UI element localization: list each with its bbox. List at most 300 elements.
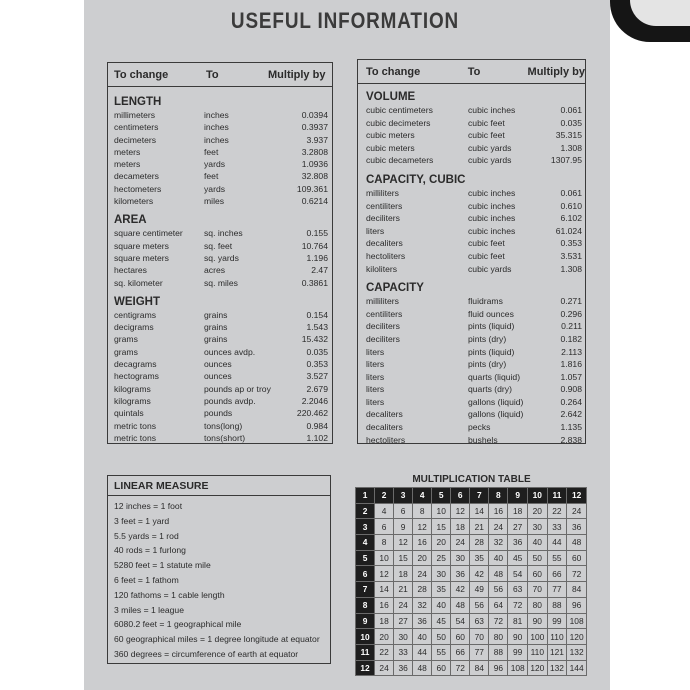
table-row — [356, 488, 587, 504]
table-cell: 8 — [413, 503, 432, 519]
to-unit: cubic inches — [468, 200, 516, 211]
table-row — [366, 396, 585, 409]
table-cell: 36 — [451, 566, 470, 582]
table-cell: 54 — [451, 613, 470, 629]
table-cell: 18 — [508, 503, 528, 519]
table-cell: 54 — [508, 566, 528, 582]
from-unit: cubic decimeters — [366, 117, 431, 128]
from-unit: grams — [114, 334, 138, 345]
table-cell: 10 — [356, 629, 375, 645]
table-cell: 12 — [413, 519, 432, 535]
multiplier: 3.531 — [560, 250, 582, 261]
table-cell: 32 — [413, 597, 432, 613]
to-unit: grains — [204, 322, 228, 333]
table-cell: 10 — [375, 550, 394, 566]
from-unit: quintals — [114, 408, 144, 419]
table-row — [114, 407, 332, 419]
to-unit: cubic inches — [468, 105, 516, 115]
multiplier: 109.361 — [296, 183, 328, 194]
from-unit: centimeters — [114, 122, 159, 133]
table-cell: 84 — [470, 660, 489, 676]
from-unit: grams — [114, 346, 138, 357]
table-cell: 36 — [394, 660, 413, 676]
multiplier: 0.3937 — [301, 122, 328, 133]
from-unit: decaliters — [366, 238, 403, 249]
table-cell: 12 — [567, 488, 587, 504]
table-cell: 55 — [432, 644, 451, 660]
from-unit: hectograms — [114, 371, 159, 382]
multiplier: 1.057 — [560, 371, 582, 382]
table-row — [114, 333, 332, 345]
multiplier: 1.0936 — [301, 159, 328, 170]
from-unit: liters — [366, 346, 385, 357]
table-cell: 30 — [394, 629, 413, 645]
multiplier: 32.808 — [301, 171, 328, 182]
table-cell: 50 — [528, 550, 548, 566]
table-cell: 18 — [375, 613, 394, 629]
table-cell: 20 — [413, 550, 432, 566]
from-unit: meters — [114, 159, 141, 170]
table-cell: 20 — [375, 629, 394, 645]
multiplier: 1307.95 — [550, 155, 582, 166]
multiplier: 0.061 — [560, 187, 582, 198]
table-cell: 120 — [528, 660, 548, 676]
table-cell: 12 — [375, 566, 394, 582]
multiplier: 220.462 — [296, 408, 328, 419]
from-unit: centigrams — [114, 309, 157, 320]
table-row — [114, 252, 332, 264]
table-cell: 45 — [432, 613, 451, 629]
to-unit: ounces — [204, 371, 232, 382]
table-cell: 10 — [432, 503, 451, 519]
to-unit: feet — [204, 146, 219, 157]
table-cell: 16 — [375, 597, 394, 613]
table-cell: 90 — [528, 613, 548, 629]
multiplier: 1.308 — [560, 142, 582, 153]
table-cell: 9 — [356, 613, 375, 629]
multiplier: 15.432 — [301, 334, 328, 345]
page-title: USEFUL INFORMATION — [230, 8, 460, 33]
table-cell: 60 — [432, 660, 451, 676]
table-cell: 100 — [528, 629, 548, 645]
section-heading: AREA — [114, 214, 147, 227]
table-cell: 6 — [451, 488, 470, 504]
linear-measure-list — [108, 496, 330, 662]
header-multiply-by: Multiply by — [268, 68, 326, 81]
table-cell: 12 — [451, 503, 470, 519]
list-item: 3 feet = 1 yard — [114, 515, 170, 526]
to-unit: cubic yards — [468, 155, 512, 166]
table-row — [366, 250, 585, 263]
from-unit: centiliters — [366, 200, 403, 211]
table-cell: 9 — [394, 519, 413, 535]
from-unit: centiliters — [366, 308, 403, 319]
list-item: 12 inches = 1 foot — [114, 501, 183, 511]
table-cell: 10 — [528, 488, 548, 504]
table-cell: 2 — [375, 488, 394, 504]
from-unit: decaliters — [366, 409, 403, 420]
multiplier: 0.182 — [560, 333, 582, 344]
table-cell: 66 — [547, 566, 567, 582]
table-row — [366, 320, 585, 333]
table-row — [114, 227, 332, 239]
table-header — [108, 63, 332, 87]
table-row — [366, 225, 585, 238]
table-cell: 55 — [547, 550, 567, 566]
multiplier: 0.211 — [561, 321, 582, 332]
table-cell: 40 — [432, 597, 451, 613]
table-cell: 48 — [489, 566, 508, 582]
table-cell: 14 — [470, 503, 489, 519]
to-unit: pints (dry) — [468, 333, 507, 344]
table-row — [114, 264, 332, 276]
multiplier: 1.135 — [560, 422, 582, 433]
table-row — [114, 346, 332, 358]
multiplier: 2.113 — [561, 346, 582, 357]
table-cell: 70 — [470, 629, 489, 645]
multiplier: 2.838 — [560, 434, 582, 445]
multiplier: 1.196 — [306, 252, 328, 263]
table-cell: 72 — [489, 613, 508, 629]
table-cell: 21 — [470, 519, 489, 535]
multiplier: 0.061 — [560, 105, 582, 115]
table-cell: 40 — [413, 629, 432, 645]
table-row — [114, 432, 332, 444]
multiplier: 2.642 — [560, 409, 582, 420]
to-unit: pecks — [468, 422, 491, 433]
to-unit: sq. inches — [204, 228, 243, 239]
from-unit: square centimeter — [114, 228, 183, 239]
header-to-change: To change — [114, 68, 169, 81]
multiplier: 0.035 — [560, 117, 582, 128]
multiplier: 61.024 — [555, 225, 582, 236]
multiplier: 0.3861 — [301, 277, 328, 288]
table-row — [114, 383, 332, 395]
multiplier: 3.527 — [306, 371, 328, 382]
table-row — [356, 629, 587, 645]
from-unit: square meters — [114, 240, 169, 251]
to-unit: quarts (dry) — [468, 384, 512, 395]
table-row — [366, 383, 585, 396]
table-row — [114, 109, 332, 121]
from-unit: deciliters — [366, 333, 400, 344]
multiplier: 3.937 — [306, 134, 328, 145]
table-cell: 4 — [375, 503, 394, 519]
list-item: 5280 feet = 1 statute mile — [114, 560, 211, 571]
linear-measure-box — [107, 475, 331, 664]
table-cell: 21 — [394, 582, 413, 598]
table-row — [366, 408, 585, 421]
table-cell: 8 — [356, 597, 375, 613]
table-row — [356, 660, 587, 676]
table-cell: 27 — [508, 519, 528, 535]
to-unit: yards — [204, 159, 226, 170]
table-cell: 56 — [470, 597, 489, 613]
table-cell: 33 — [547, 519, 567, 535]
to-unit: tons(short) — [204, 432, 246, 443]
multiplier: 0.296 — [560, 308, 582, 319]
table-cell: 12 — [394, 535, 413, 551]
to-unit: cubic inches — [468, 187, 516, 198]
from-unit: milliliters — [366, 187, 399, 198]
table-row — [114, 240, 332, 252]
linear-measure-title: LINEAR MEASURE — [108, 476, 330, 496]
table-cell: 30 — [432, 566, 451, 582]
table-cell: 8 — [375, 535, 394, 551]
multiplier: 0.264 — [560, 396, 582, 407]
table-cell: 7 — [470, 488, 489, 504]
multiplier: 0.610 — [560, 200, 582, 211]
table-cell: 24 — [413, 566, 432, 582]
from-unit: cubic meters — [366, 130, 415, 141]
table-cell: 88 — [489, 644, 508, 660]
table-row — [114, 121, 332, 133]
table-row — [356, 644, 587, 660]
conversion-table-left — [107, 62, 333, 444]
table-cell: 121 — [547, 644, 567, 660]
from-unit: cubic centimeters — [366, 105, 433, 115]
to-unit: fluidrams — [468, 296, 503, 307]
table-row — [356, 503, 587, 519]
table-row — [356, 613, 587, 629]
table-cell: 30 — [528, 519, 548, 535]
table-cell: 24 — [375, 660, 394, 676]
table-cell: 90 — [508, 629, 528, 645]
table-body — [358, 90, 585, 446]
table-cell: 48 — [413, 660, 432, 676]
table-cell: 11 — [356, 644, 375, 660]
table-row — [366, 308, 585, 321]
table-cell: 99 — [547, 613, 567, 629]
table-row — [114, 183, 332, 195]
from-unit: decimeters — [114, 134, 157, 145]
table-cell: 9 — [508, 488, 528, 504]
from-unit: kilograms — [114, 395, 151, 406]
table-cell: 80 — [489, 629, 508, 645]
header-to: To — [467, 65, 481, 78]
section-heading: WEIGHT — [114, 295, 160, 308]
multiplier: 0.353 — [306, 359, 328, 370]
to-unit: cubic feet — [468, 238, 505, 249]
multiplier: 0.154 — [306, 309, 328, 320]
section-heading: LENGTH — [114, 96, 162, 108]
table-cell: 60 — [451, 629, 470, 645]
from-unit: decigrams — [114, 322, 154, 333]
table-cell: 66 — [451, 644, 470, 660]
to-unit: cubic feet — [468, 117, 505, 128]
from-unit: liters — [366, 359, 385, 370]
table-cell: 40 — [528, 535, 548, 551]
to-unit: cubic inches — [468, 213, 516, 224]
table-row — [356, 566, 587, 582]
multiplier: 0.984 — [306, 420, 328, 431]
to-unit: cubic yards — [468, 142, 512, 153]
multiplier: 1.308 — [560, 263, 582, 274]
table-cell: 35 — [470, 550, 489, 566]
table-row — [366, 421, 585, 434]
table-row — [114, 420, 332, 432]
table-row — [356, 597, 587, 613]
table-row — [366, 200, 585, 213]
to-unit: yards — [204, 183, 226, 194]
from-unit: decaliters — [366, 422, 403, 433]
from-unit: kilograms — [114, 383, 151, 394]
table-cell: 33 — [394, 644, 413, 660]
multiplier: 3.2808 — [301, 146, 328, 157]
to-unit: feet — [204, 171, 219, 182]
table-cell: 5 — [432, 488, 451, 504]
to-unit: pints (liquid) — [468, 321, 515, 332]
from-unit: milliliters — [366, 296, 399, 307]
table-cell: 36 — [567, 519, 587, 535]
table-row — [366, 129, 585, 142]
multiplier: 1.816 — [560, 359, 582, 370]
table-cell: 15 — [394, 550, 413, 566]
table-cell: 88 — [547, 597, 567, 613]
from-unit: decagrams — [114, 359, 157, 370]
list-item: 60 geographical miles = 1 degree longitude at equator — [114, 634, 320, 645]
multiplier: 0.035 — [306, 346, 328, 357]
from-unit: square meters — [114, 252, 169, 263]
list-item: 6080.2 feet = 1 geographical mile — [114, 619, 242, 630]
table-cell: 4 — [356, 535, 375, 551]
to-unit: quarts (liquid) — [468, 371, 521, 382]
table-cell: 24 — [567, 503, 587, 519]
table-cell: 80 — [528, 597, 548, 613]
section-heading: VOLUME — [366, 91, 416, 103]
table-cell: 60 — [567, 550, 587, 566]
multiplier: 2.47 — [311, 265, 328, 276]
from-unit: metric tons — [114, 420, 157, 431]
from-unit: kiloliters — [366, 263, 398, 274]
table-row — [366, 333, 585, 346]
from-unit: liters — [366, 396, 385, 407]
table-row — [366, 346, 585, 359]
table-cell: 24 — [394, 597, 413, 613]
to-unit: sq. yards — [204, 252, 239, 263]
table-cell: 30 — [451, 550, 470, 566]
table-cell: 22 — [375, 644, 394, 660]
to-unit: ounces — [204, 359, 232, 370]
table-cell: 1 — [356, 488, 375, 504]
to-unit: gallons (liquid) — [468, 409, 524, 420]
table-cell: 50 — [432, 629, 451, 645]
table-cell: 48 — [451, 597, 470, 613]
from-unit: sq. kilometer — [114, 277, 163, 288]
list-item: 3 miles = 1 league — [114, 604, 184, 615]
table-cell: 132 — [567, 644, 587, 660]
multiplier: 0.6214 — [301, 196, 328, 207]
table-row — [366, 187, 585, 200]
table-cell: 11 — [547, 488, 567, 504]
table-cell: 6 — [394, 503, 413, 519]
table-cell: 2 — [356, 503, 375, 519]
multiplier: 10.764 — [301, 240, 328, 251]
table-row — [114, 309, 332, 321]
table-row — [366, 263, 585, 276]
table-cell: 72 — [451, 660, 470, 676]
to-unit: grains — [204, 309, 228, 320]
conversion-table-right — [357, 59, 586, 444]
to-unit: pounds ap or troy — [204, 383, 271, 394]
to-unit: ounces avdp. — [204, 346, 256, 357]
table-cell: 77 — [470, 644, 489, 660]
table-cell: 16 — [489, 503, 508, 519]
from-unit: deciliters — [366, 321, 400, 332]
from-unit: kilometers — [114, 196, 154, 207]
table-cell: 44 — [547, 535, 567, 551]
table-cell: 7 — [356, 582, 375, 598]
table-row — [114, 158, 332, 170]
table-row — [366, 104, 585, 117]
table-cell: 3 — [356, 519, 375, 535]
table-row — [356, 550, 587, 566]
table-cell: 63 — [470, 613, 489, 629]
table-cell: 24 — [451, 535, 470, 551]
to-unit: bushels — [468, 434, 498, 445]
from-unit: metric tons — [114, 432, 157, 443]
section-heading: CAPACITY, CUBIC — [366, 173, 466, 186]
table-cell: 8 — [489, 488, 508, 504]
table-cell: 44 — [413, 644, 432, 660]
table-cell: 120 — [567, 629, 587, 645]
multiplication-table-box — [355, 472, 588, 673]
table-cell: 77 — [547, 582, 567, 598]
table-cell: 72 — [567, 566, 587, 582]
to-unit: inches — [204, 110, 229, 120]
table-row — [114, 277, 332, 289]
multiplier: 1.543 — [306, 322, 328, 333]
from-unit: liters — [366, 384, 385, 395]
to-unit: fluid ounces — [468, 308, 514, 319]
list-item: 40 rods = 1 furlong — [114, 545, 186, 556]
from-unit: cubic decameters — [366, 155, 434, 166]
to-unit: sq. miles — [204, 277, 238, 288]
table-cell: 48 — [567, 535, 587, 551]
to-unit: sq. feet — [204, 240, 233, 251]
list-item: 6 feet = 1 fathom — [114, 574, 179, 585]
table-cell: 64 — [489, 597, 508, 613]
table-cell: 63 — [508, 582, 528, 598]
to-unit: pounds avdp. — [204, 395, 256, 406]
table-cell: 108 — [567, 613, 587, 629]
table-cell: 12 — [356, 660, 375, 676]
table-row — [366, 154, 585, 167]
multiplier: 2.2046 — [301, 395, 328, 406]
table-header — [358, 60, 585, 84]
multiplier: 0.353 — [560, 238, 582, 249]
table-cell: 56 — [489, 582, 508, 598]
from-unit: meters — [114, 146, 141, 157]
table-cell: 32 — [489, 535, 508, 551]
multiplication-table — [355, 487, 587, 676]
to-unit: gallons (liquid) — [468, 396, 524, 407]
to-unit: tons(long) — [204, 420, 243, 431]
table-cell: 14 — [375, 582, 394, 598]
header-to-change: To change — [366, 65, 421, 78]
table-cell: 96 — [489, 660, 508, 676]
table-cell: 20 — [528, 503, 548, 519]
table-cell: 28 — [413, 582, 432, 598]
table-body — [108, 87, 332, 444]
multiplier: 6.102 — [560, 213, 582, 224]
to-unit: acres — [204, 265, 226, 276]
table-cell: 81 — [508, 613, 528, 629]
table-row — [114, 170, 332, 182]
to-unit: inches — [204, 134, 229, 145]
table-cell: 144 — [567, 660, 587, 676]
table-cell: 132 — [547, 660, 567, 676]
